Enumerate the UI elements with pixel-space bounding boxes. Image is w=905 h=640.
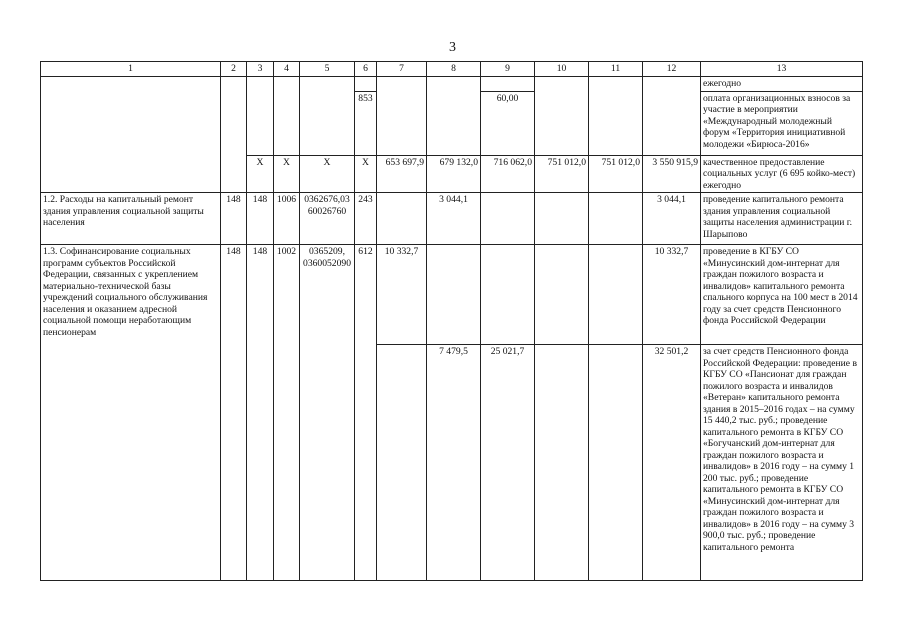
item-name: 1.2. Расходы на капитальный ремонт здания управления социальной защиты населения <box>41 193 221 245</box>
cell <box>535 77 589 92</box>
result-description: оплата организационных взносов за участие в мероприятии «Международный молодежный форум «Территория инициативной молодежи «Бирюса-2016» <box>701 91 863 155</box>
cell <box>535 245 589 345</box>
cell <box>643 91 701 155</box>
header-col-13: 13 <box>701 62 863 77</box>
code-col-2: 148 <box>221 245 247 345</box>
code-col-4: Х <box>274 155 300 193</box>
cell <box>221 91 247 155</box>
amount-total: 3 550 915,9 <box>643 155 701 193</box>
cell <box>221 77 247 92</box>
cell <box>589 193 643 245</box>
cell <box>589 77 643 92</box>
code-col-2: 148 <box>221 193 247 245</box>
header-col-9: 9 <box>481 62 535 77</box>
amount-col-8: 7 479,5 <box>427 345 481 581</box>
code-col-4: 1002 <box>274 245 300 345</box>
amount-col-7: 653 697,9 <box>377 155 427 193</box>
result-description: проведение в КГБУ СО «Минусинский дом-интернат для граждан пожилого возраста и инвалидов» капитального ремонта спального корпуса на 100 мест в 2014 году за счет средств Пенсионного фонда Российской Федерации <box>701 245 863 345</box>
header-col-4: 4 <box>274 62 300 77</box>
result-description: качественное предоставление социальных услуг (6 695 койко-мест) ежегодно <box>701 155 863 193</box>
header-col-10: 10 <box>535 62 589 77</box>
budget-table <box>40 61 863 581</box>
cell <box>427 245 481 345</box>
code-col-5: 0362676,03 60026760 <box>300 193 355 245</box>
amount-col-11: 751 012,0 <box>589 155 643 193</box>
header-col-6: 6 <box>355 62 377 77</box>
amount-col-10: 751 012,0 <box>535 155 589 193</box>
amount-col-9: 716 062,0 <box>481 155 535 193</box>
table-row <box>41 345 863 581</box>
cell <box>300 345 355 581</box>
table-row <box>41 77 863 92</box>
cell <box>427 91 481 155</box>
cell <box>221 345 247 581</box>
code-col-3: Х <box>247 155 274 193</box>
cell <box>41 77 221 92</box>
cell <box>589 245 643 345</box>
header-col-12: 12 <box>643 62 701 77</box>
code-col-5: 0365209, 0360052090 <box>300 245 355 345</box>
header-row <box>41 62 863 77</box>
cell <box>274 345 300 581</box>
expense-type-code: 853 <box>355 91 377 155</box>
cell <box>41 155 221 193</box>
cell <box>589 91 643 155</box>
header-col-1: 1 <box>41 62 221 77</box>
cell <box>377 77 427 92</box>
cell <box>481 77 535 92</box>
amount-col-8: 3 044,1 <box>427 193 481 245</box>
cell <box>377 193 427 245</box>
code-col-4: 1006 <box>274 193 300 245</box>
cell <box>355 77 377 92</box>
header-col-8: 8 <box>427 62 481 77</box>
amount-col-7: 10 332,7 <box>377 245 427 345</box>
table-row <box>41 245 863 345</box>
code-col-3: 148 <box>247 245 274 345</box>
cell <box>300 91 355 155</box>
item-name: 1.3. Софинансирование социальных программ субъектов Российской Федерации, связанных с укреплением материально-технической базы учреждений социального обслуживания населения и оказанием адресной социальной помощи неработающим пенсионерам <box>41 245 221 345</box>
cell <box>221 155 247 193</box>
cell <box>377 345 427 581</box>
cell <box>247 77 274 92</box>
amount-total: 10 332,7 <box>643 245 701 345</box>
result-description: за счет средств Пенсионного фонда Российской Федерации: проведение в КГБУ СО «Пансионат для граждан пожилого возраста и инвалидов «Ветеран» капитального ремонта здания в 2015–2016 годах – на сумму 15 440,2 тыс. руб.; проведение капитального ремонта в КГБУ СО «Богучанский дом-интернат для граждан пожилого возраста и инвалидов» в 2016 году – на сумму 1 200 тыс. руб.; проведение капитального ремонта в КГБУ СО «Минусинский дом-интернат для граждан пожилого возраста и инвалидов» в 2016 году – на сумму 3 900,0 тыс. руб.; проведение капитального ремонта <box>701 345 863 581</box>
code-col-6: 243 <box>355 193 377 245</box>
cell <box>643 77 701 92</box>
cell <box>41 345 221 581</box>
amount-total: 3 044,1 <box>643 193 701 245</box>
code-col-6: 612 <box>355 245 377 345</box>
table-row <box>41 155 863 193</box>
code-col-5: Х <box>300 155 355 193</box>
header-col-5: 5 <box>300 62 355 77</box>
table-row <box>41 193 863 245</box>
cell <box>481 193 535 245</box>
code-col-3: 148 <box>247 193 274 245</box>
cell <box>247 345 274 581</box>
result-description: ежегодно <box>701 77 863 92</box>
cell <box>481 245 535 345</box>
cell <box>300 77 355 92</box>
header-col-11: 11 <box>589 62 643 77</box>
amount-col-8: 679 132,0 <box>427 155 481 193</box>
cell <box>535 345 589 581</box>
header-col-3: 3 <box>247 62 274 77</box>
amount-col-9: 25 021,7 <box>481 345 535 581</box>
header-col-7: 7 <box>377 62 427 77</box>
header-col-2: 2 <box>221 62 247 77</box>
cell <box>41 91 221 155</box>
cell <box>247 91 274 155</box>
code-col-6: Х <box>355 155 377 193</box>
cell <box>274 91 300 155</box>
cell <box>355 345 377 581</box>
cell <box>535 193 589 245</box>
amount-col-9: 60,00 <box>481 91 535 155</box>
cell <box>427 77 481 92</box>
cell <box>274 77 300 92</box>
amount-total: 32 501,2 <box>643 345 701 581</box>
result-description: проведение капитального ремонта здания управления социальной защиты населения администрации г. Шарыпово <box>701 193 863 245</box>
table-row <box>41 91 863 155</box>
cell <box>589 345 643 581</box>
cell <box>535 91 589 155</box>
page-number: 3 <box>449 40 456 55</box>
cell <box>377 91 427 155</box>
